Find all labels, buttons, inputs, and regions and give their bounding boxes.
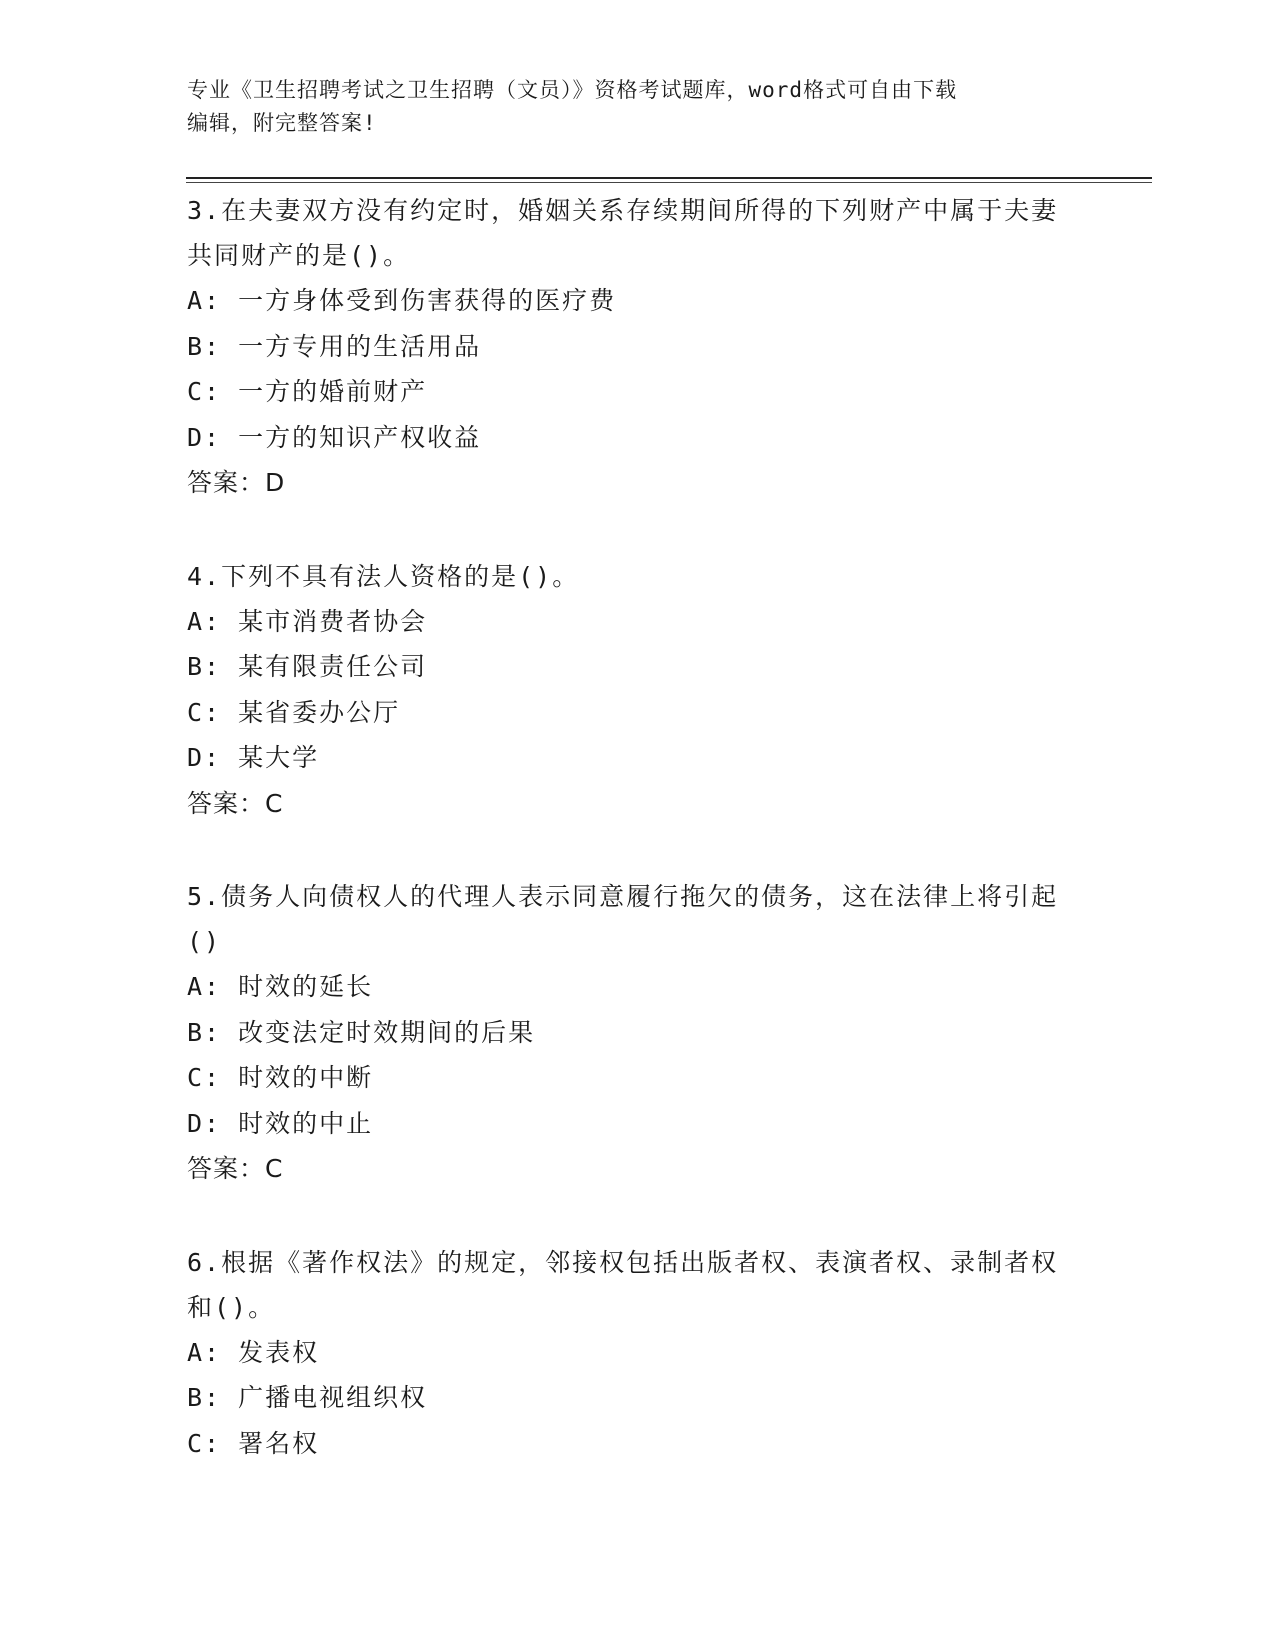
option-b: B: 广播电视组织权 — [187, 1383, 428, 1412]
option-b: B: 一方专用的生活用品 — [187, 331, 482, 361]
option-c: C: 署名权 — [187, 1428, 320, 1458]
question-4 — [187, 554, 1077, 827]
answer-line: 答案：C — [187, 1154, 284, 1183]
option-b: B: 改变法定时效期间的后果 — [187, 1017, 536, 1047]
option-a: A: 一方身体受到伤害获得的医疗费 — [187, 286, 617, 315]
document-header — [187, 74, 1067, 140]
answer-line: 答案：C — [187, 788, 284, 818]
header-divider-thin — [186, 182, 1152, 183]
question-stem: 4.下列不具有法人资格的是()。 — [187, 561, 580, 591]
option-c: C: 时效的中断 — [187, 1063, 374, 1092]
question-stem: 5.债务人向债权人的代理人表示同意履行拖欠的债务，这在法律上将引起() — [187, 882, 1059, 956]
question-stem: 6.根据《著作权法》的规定，邻接权包括出版者权、表演者权、录制者权和()。 — [187, 1247, 1059, 1322]
option-a: A: 某市消费者协会 — [187, 606, 428, 636]
option-c: C: 某省委办公厅 — [187, 697, 401, 727]
question-6 — [187, 1240, 1077, 1467]
option-d: D: 某大学 — [187, 743, 320, 772]
header-line-2: 编辑，附完整答案! — [187, 111, 377, 135]
question-5 — [187, 874, 1077, 1192]
question-3 — [187, 188, 1077, 506]
header-line-1: 专业《卫生招聘考试之卫生招聘（文员）》资格考试题库，word格式可自由下载 — [187, 78, 958, 102]
answer-line: 答案：D — [187, 468, 286, 497]
option-c: C: 一方的婚前财产 — [187, 377, 428, 406]
option-d: D: 时效的中止 — [187, 1108, 374, 1138]
option-a: A: 时效的延长 — [187, 972, 374, 1001]
option-a: A: 发表权 — [187, 1337, 320, 1367]
option-d: D: 一方的知识产权收益 — [187, 422, 482, 452]
option-b: B: 某有限责任公司 — [187, 652, 428, 681]
question-list — [187, 188, 1077, 1514]
question-stem: 3.在夫妻双方没有约定时，婚姻关系存续期间所得的下列财产中属于夫妻共同财产的是()。 — [187, 196, 1059, 270]
header-divider-thick — [186, 177, 1152, 179]
